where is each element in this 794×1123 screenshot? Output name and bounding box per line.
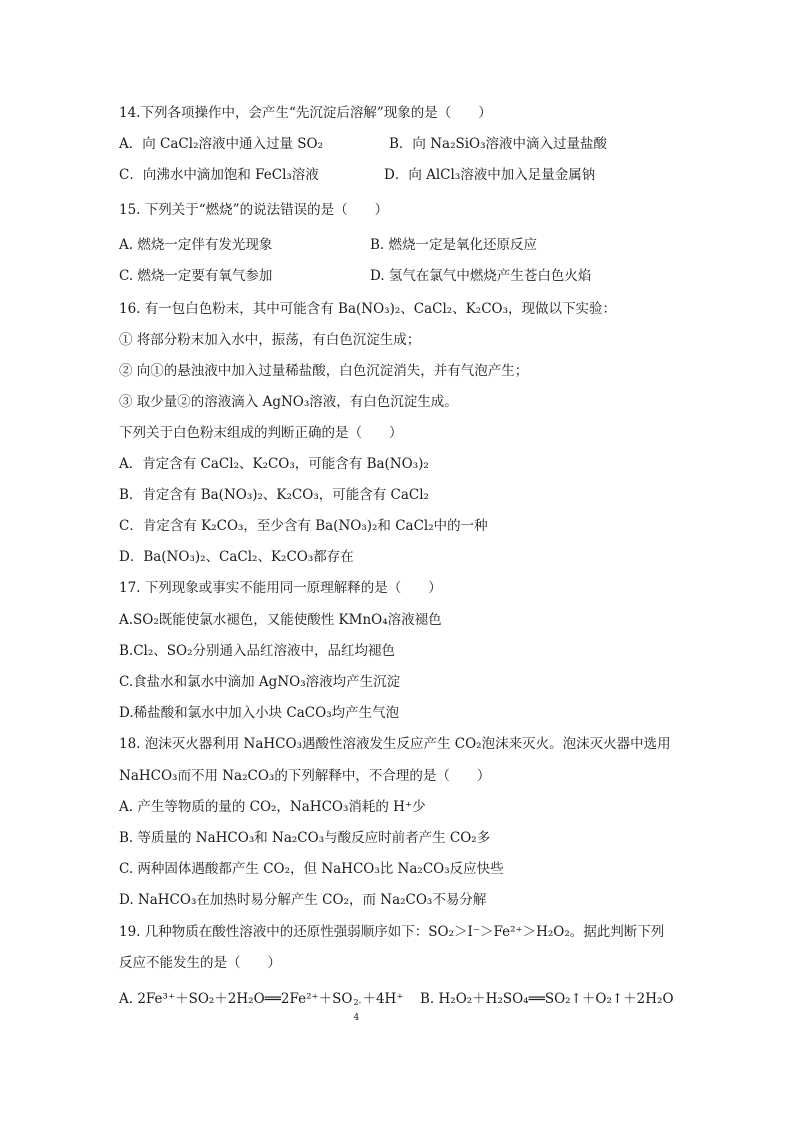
q16-step-1: ① 将部分粉末加入水中，振荡，有白色沉淀生成； [119,332,421,348]
q16-option-b: B．肯定含有 Ba(NO₃)₂、K₂CO₃，可能含有 CaCl₂ [119,487,429,503]
q19-option-a-tail: ＋4H⁺ [362,991,404,1007]
q18-stem-line-2: NaHCO₃而不用 Na₂CO₃的下列解释中，不合理的是（ ） [119,768,491,784]
q17-stem: 17. 下列现象或事实不能用同一原理解释的是（ ） [119,580,442,596]
q17-option-d: D.稀盐酸和氯水中加入小块 CaCO₃均产生气泡 [119,705,400,721]
q14-option-a: A．向 CaCl₂溶液中通入过量 SO₂ [119,136,323,152]
q14-option-c: C．向沸水中滴加饱和 FeCl₃溶液 [119,167,319,183]
q15-option-a: A. 燃烧一定伴有发光现象 [119,237,273,253]
q16-question: 下列关于白色粉末组成的判断正确的是（ ） [119,425,403,441]
q15-option-d: D. 氢气在氯气中燃烧产生苍白色火焰 [370,268,592,284]
q19-sulfate-charge-sup: 2- [353,998,362,1007]
q19-stem-line-1: 19. 几种物质在酸性溶液中的还原性强弱顺序如下：SO₂＞I⁻＞Fe²⁺＞H₂O₂。据此判断下列 [119,924,665,940]
q19-option-a-text: A. 2Fe³⁺＋SO₂＋2H₂O══2Fe²⁺＋SO [119,991,353,1007]
q18-option-b: B. 等质量的 NaHCO₃和 Na₂CO₃与酸反应时前者产生 CO₂多 [119,830,491,846]
q14-option-d: D．向 AlCl₃溶液中加入足量金属钠 [384,167,596,183]
q16-option-a: A．肯定含有 CaCl₂、K₂CO₃，可能含有 Ba(NO₃)₂ [119,456,429,472]
q16-step-3: ③ 取少量②的溶液滴入 AgNO₃溶液，有白色沉淀生成。 [119,394,458,410]
q16-step-2: ② 向①的悬浊液中加入过量稀盐酸，白色沉淀消失，并有气泡产生； [119,363,529,379]
q17-option-a: A.SO₂既能使氯水褪色，又能使酸性 KMnO₄溶液褪色 [119,612,442,628]
q17-option-b: B.Cl₂、SO₂分别通入品红溶液中，品红均褪色 [119,643,395,659]
q14-stem: 14.下列各项操作中，会产生“先沉淀后溶解”现象的是（ ） [119,105,492,121]
q18-stem-line-1: 18. 泡沫灭火器利用 NaHCO₃遇酸性溶液发生反应产生 CO₂泡沫来灭火。泡沫灭火器中选用 [119,736,671,752]
q15-stem: 15. 下列关于“燃烧”的说法错误的是（ ） [119,202,389,218]
q17-option-c: C.食盐水和氯水中滴加 AgNO₃溶液均产生沉淀 [119,674,401,690]
q18-option-d: D. NaHCO₃在加热时易分解产生 CO₂，而 Na₂CO₃不易分解 [119,892,487,908]
q19-sulfate-charge-sub: 4 [353,1013,360,1023]
q16-option-d: D．Ba(NO₃)₂、CaCl₂、K₂CO₃都存在 [119,549,354,565]
q15-option-b: B. 燃烧一定是氧化还原反应 [370,237,538,253]
q15-option-c: C. 燃烧一定要有氧气参加 [119,268,273,284]
q18-option-a: A. 产生等物质的量的 CO₂，NaHCO₃消耗的 H⁺少 [119,799,426,815]
q18-option-c: C. 两种固体遇酸都产生 CO₂，但 NaHCO₃比 Na₂CO₃反应快些 [119,861,504,877]
q19-stem-line-2: 反应不能发生的是（ ） [119,955,281,971]
q16-stem: 16. 有一包白色粉末，其中可能含有 Ba(NO₃)₂、CaCl₂、K₂CO₃，现做以下实验： [119,301,617,317]
q16-option-c: C．肯定含有 K₂CO₃，至少含有 Ba(NO₃)₂和 CaCl₂中的一种 [119,518,488,534]
q19-option-b: B. H₂O₂＋H₂SO₄══SO₂↑＋O₂↑＋2H₂O [420,991,674,1007]
q19-option-a [119,990,404,1023]
q14-option-b: B．向 Na₂SiO₃溶液中滴入过量盐酸 [389,136,608,152]
